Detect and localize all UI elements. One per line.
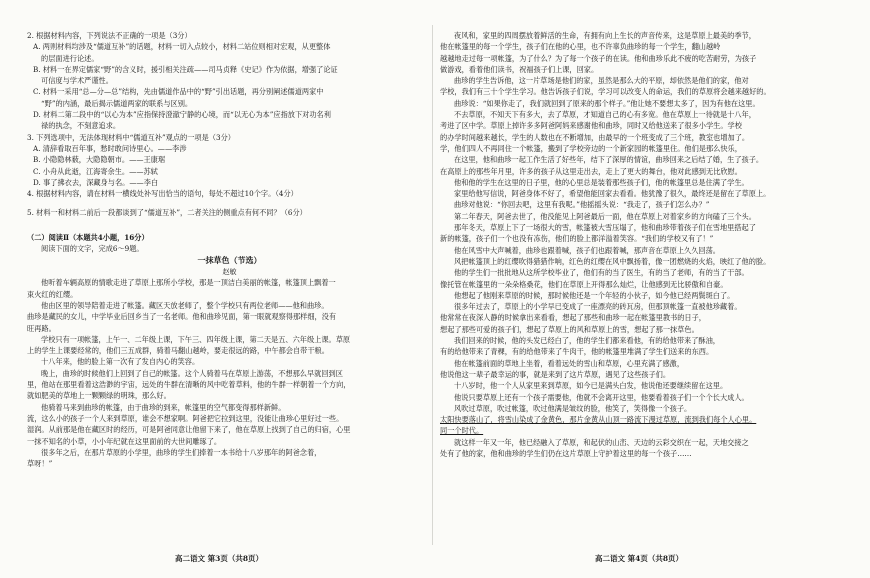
story-line: 学校，我们有三十个学生学习。他告诉孩子们说，学习可以改变人的命运，我们的草原将会越来越好的。 [440,87,771,97]
page-footer-left: 高二语文 第3页（共8页） [175,554,264,563]
story-line: 那年冬天，草原上下了一场很大的雪，帐篷被大雪压塌了，他和曲珍带着孩子们在雪地里搭起了 [454,223,756,233]
section-heading: （二）阅读Ⅱ（本题共4小题，16分） [27,232,149,242]
story-line: 曲珍对他说：“你回去吧，这里有我呢。”他摇摇头说：“我走了，孩子们怎么办？” [454,200,710,210]
section-instruction: 阅读下面的文字，完成6～9题。 [41,244,144,254]
q3-option-c: C. 小舟从此逝，江海寄余生。——苏轼 [33,166,158,176]
q3-option-b: B. 小隐隐林薮，大隐隐朝市。——王康琚 [33,155,166,165]
story-line: 风吹过草原，吹过帐篷，吹过他满是皱纹的脸，他笑了，笑得像一个孩子。 [454,403,692,413]
story-line: 很多年之后，在那片草原的小学里，曲珍的学生们捧着一本书给十八岁那年的阿爸念着， [41,447,322,457]
story-line: 上的学生上课要经常的，他们三五成群，骑着马翻山越岭，要走很远的路，中午都会自带干粮。 [27,346,329,356]
story-line: 在高原上的那些年月里，许多的孩子从这里走出去，走上了更大的舞台，他对此感到无比欣慰。 [440,166,742,176]
story-line: 他说他这一辈子最幸运的事，就是来到了这片草原，遇见了这些孩子们。 [440,369,671,379]
story-line: 的办学时间越来越长，学生的人数也在不断增加，由最早的一个班变成了三个班，教室也增加了。 [440,132,750,142]
story-line: 曲珍的学生告诉他，这一片草场是他们的家，虽然是那么大的平原，却依然是他们的家，他对 [454,76,749,86]
story-author: 赵敏 [222,268,237,277]
q2-option-b: B. 材料一在界定儒家“野”的含义时，援引相关注疏——司马贞释《史记》作为依据，增强了论证 [33,64,338,74]
story-line: 想起了那些可爱的孩子们，想起了草原上的风和草原上的雪，想起了那一抹草色。 [440,324,699,334]
story-line: 他想起了他刚来草原的时候，那时候他还是一个年轻的小伙子，如今他已经两鬓斑白了。 [454,290,735,300]
story-title: 一抹草色（节选） [197,255,262,266]
q2-option-c: C. 材料一采用“总—分—总”结构，先由儒道作品中的“野”引出话题，再分别阐述儒道两家中 [33,87,324,97]
question-4: 4. 根据材料内容，请在材料一横线处补写出恰当的语句，每处不超过10个字。（4分） [27,189,298,199]
q3-option-d: D. 事了拂衣去，深藏身与名。——李白 [33,177,159,187]
story-line: 他在帐篷前面的草地上坐着，看着远处的雪山和草原，心里充满了感激， [454,358,685,368]
underlined-sentence: 太阳快要落山了，将雪山染成了金黄色，那片金黄从山顶一路流下漫过草原，流到我们每个人心里。 [440,415,757,425]
q2-stem: 2. 根据材料内容，下列说法不正确的一项是（3分） [27,31,192,40]
story-line: 做游戏，看着他们读书，祝福孩子们上课，回家。 [440,64,599,74]
story-line: 学校只有一项帐篷，上午一、二年级上课，下午三、四年级上课，第二天是五、六年级上课。草原 [41,334,351,344]
story-line: 他骑着马来到曲珍的帐篷，由于曲珍的到来，帐篷里的空气都变得那样新鲜。 [41,402,286,412]
story-line: 草呀！” [27,459,53,469]
left-column [27,30,432,469]
underlined-sentence-cont: 同一个时代。 [440,426,484,436]
q2-option-a: A. 两则材料均涉及“儒道互补”的话题，材料一切入点较小，材料二站位则相对宏观，从更整体 [33,42,331,52]
story-line: 晚上，曲珍的时候他们上回到了自己的帐篷。这个人骑着马在草原上游荡，不想那么早就回到区 [41,368,343,378]
q2-option-c-cont: “野”的内涵，最后揭示儒道两家的联系与区别。 [41,98,193,108]
question-5: 5. 材料一和材料二前后一段都谈到了“儒道互补”，二者关注的侧重点有何不同？（6分） [27,208,307,218]
story-line: 他说只要草原上还有一个孩子需要他，他就不会离开这里，他要看着孩子们一个个长大成人。 [454,392,749,402]
story-line: 十八岁时，他一个人从家里来到草原，如今已是满头白发，他说他还要继续留在这里。 [454,381,728,391]
story-line: 他由区里的领导陪着走进了帐篷。藏区天放老师了，整个学校只有两位老师——他和曲珍。 [41,300,329,310]
question-2 [27,30,432,132]
q3-stem: 3. 下列选项中，无法体现材料中“儒道互补”观点的一项是（3分） [27,132,235,142]
story-line: 里，他站在那里看着这浩渺的宇宙，远处的牛群在清晰的风中吃着草料，他的牛群一样朝着一个方向， [27,380,351,390]
story-line: 十八年来，他的脸上第一次有了发自内心的笑容。 [41,357,200,367]
story-line: 就这样一年又一年，他已经融入了草原，和起伏的山峦、天边的云彩交织在一起，天地交接之 [454,437,749,447]
story-line: 旺再路。 [27,323,56,333]
story-line: 他听着车辆高原的情歌走进了草原上那所小学校，那是一顶洁白美丽的帐篷，帐篷顶上飘着一 [41,278,336,288]
story-line: 像托管在帐篷里的一朵朵格桑花，他们在草原上开得那么灿烂，让他感到无比骄傲和自豪。 [440,279,728,289]
story-line: 他的学生们一批批地从这所学校毕业了，他们有的当了医生，有的当了老师，有的当了干部。 [454,268,749,278]
story-line: 不去草原，不知天下有多大，去了草原，才知道自己的心有多宽。他在草原上一待就是十八年， [454,110,756,120]
story-line: 在这里，他和曲珍一起工作生活了好些年，结下了深厚的情谊，曲珍回来之后结了婚，生了孩子。 [454,155,764,165]
story-body [27,277,432,469]
story-line: 很多年过去了，草原上的小学早已变成了一座漂亮的砖瓦房，但那顶帐篷一直被他珍藏着。 [454,302,742,312]
right-column [440,30,845,459]
story-line: 就如肥美的草地上一颗颗绿的明珠，那么好。 [27,391,171,401]
q2-option-a-cont: 的层面进行论述。 [41,53,99,63]
story-line: 越越地走过每一项帐篷，为了什么？为了每一个孩子的在读。他和曲珍乐此不疲的吃苦耐劳，为孩子 [440,53,757,63]
story-line: 处有了他的家，他和曲珍的学生们仍在这片草原上守护着这里的每一个孩子…… [440,448,692,458]
story-line: 流，这么小的孩子一个人来到草原，谁会不想家啊。阿爸把它拉到这里，没能让曲珍心里好过一些。 [27,413,344,423]
story-line: 他和他的学生在这里的日子里，他的心里总是装着那些孩子们，他的帐篷里总是住满了学生。 [454,177,749,187]
q2-option-d: D. 材料二第二段中的“以心为本”应指保持澄澈宁静的心境，而“以无心为本”应指放下对功名利 [33,110,331,120]
story-line: 他在风雪中大声喊着，曲珍也跟着喊，孩子们也跟着喊，那声音在草原上久久回荡。 [454,245,720,255]
story-line: 束火红的红缨。 [27,289,78,299]
page-footer-right: 高二语文 第4页（共8页） [595,554,684,563]
story-line: 他在帐篷里的每一个学生，孩子们在他的心里，也不许辜负曲珍的每一个学生，翻山越岭 [440,42,721,52]
story-line: 我们回来的时候，他的头发已经白了，他的学生们都来看他，有的给他带来了酥油， [454,336,720,346]
story-line: 考进了区中学。草原上掉许多多阿爸阿妈来感谢他和曲珍，同时又给他送来了很多小学生。学校 [440,121,742,131]
story-line: 曲珍是藏民的女儿，中学毕业后回乡当了一名老师。他和曲珍见面，第一眼就观察得那样细，没有 [27,312,337,322]
story-line: 曲珍说：“如果你走了，我们就回到了原来的那个样子。”他让她不要想太多了，因为有他在这里。 [454,98,760,108]
q2-option-d-cont: 禄的执念，不刻意追求。 [41,121,121,131]
story-line: 一抹不知名的小草，小小年纪就在这里面前的大世间雕琢了。 [27,436,222,446]
story-line: 家里给他写信说，阿爸身体不好了，希望他能回家去看看。他犹豫了很久，最终还是留在了草原上。 [454,189,771,199]
story-line: 第二年春天，阿爸去世了，他没能见上阿爸最后一面，他在草原上对着家乡的方向磕了三个头。 [454,211,756,221]
story-line: 有的给他带来了青稞，有的给他带来了牛肉干，他的帐篷里堆满了学生们送来的东西。 [440,347,714,357]
story-line: 新的帐篷，孩子们一个也没有冻伤，他们的脸上都洋溢着笑容。“我们的学校又有了！” [440,234,714,244]
story-line: 风把帐篷顶上的红缨吹得猎猎作响，红色的红缨在风中飘扬着，像一团燃烧的火焰，映红了他的脸。 [454,256,771,266]
q2-option-b-cont: 可信度与学术严谨性。 [41,76,113,86]
story-line: 湿润。从前那是他在藏区时的经历，可是阿爸同意让他留下来了，他在草原上找到了自己的归宿，心里 [27,425,351,435]
story-line: 夜风和，家里的四周摆放着鲜活的生命，有拥有向上生长的声音传来，这是草原上最美的季节， [454,31,756,40]
story-line: 他常常在夜深人静的时候拿出来看看，想起了那些和曲珍一起在帐篷里教书的日子， [440,313,706,323]
question-3 [27,132,432,188]
story-line: 学，他们四人不再同住一个帐篷，搬到了学校旁边的一个新家园的帐篷里住。他们是那么快乐， [440,143,742,153]
q3-option-a: A. 清辞看取百年事，愁时敢问诗里心。——李涉 [33,143,187,153]
column-divider [432,25,433,545]
